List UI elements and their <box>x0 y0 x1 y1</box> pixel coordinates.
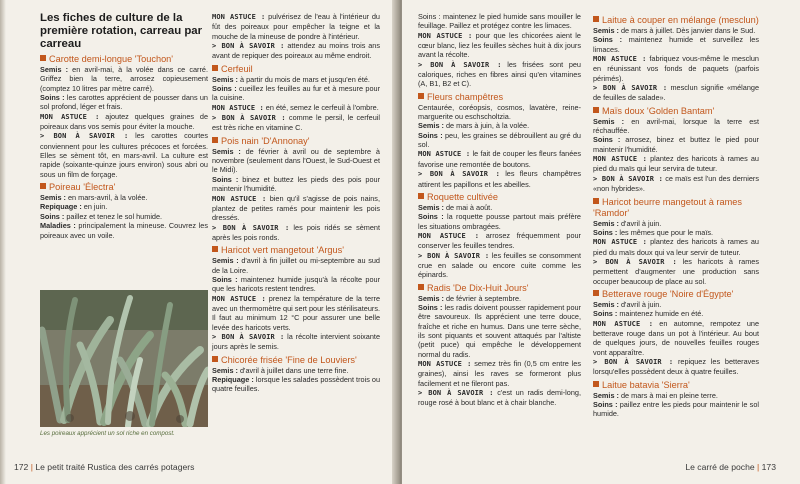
field-label: Semis : <box>212 256 239 266</box>
body-paragraph <box>418 103 581 122</box>
tip-label: MON ASTUCE : <box>212 13 266 21</box>
tip-paragraph <box>418 251 581 280</box>
section-title: Les fiches de culture de la première rotation, carreau par carreau <box>40 12 203 50</box>
tip-label: > BON À SAVOIR : <box>212 114 286 123</box>
tip-paragraph <box>418 149 581 169</box>
left-folio <box>14 462 194 472</box>
entry-heading-text: Laitue batavia 'Sierra' <box>602 379 690 390</box>
entry-heading-text: Haricot beurre mangetout à rames 'Ramdor' <box>593 196 742 218</box>
tip-label: > BON À SAVOIR : <box>593 174 663 183</box>
folio-separator: | <box>757 462 760 472</box>
tip-paragraph <box>212 113 380 133</box>
field-label: Soins : <box>593 309 618 319</box>
paragraph-text: fabriquez vous-même le mesclun en réunissant vos fonds de paquets (parfois périmés). <box>593 54 759 83</box>
paragraph-text: c'est un radis demi-long, rouge rosé à bout blanc et à chair blanche. <box>418 388 582 408</box>
body-paragraph <box>418 212 581 231</box>
paragraph-text: plantez des haricots à rames au pied du maïs doux qui va leur servir de tuteur. <box>593 237 759 257</box>
running-title: Le carré de poche <box>685 462 755 472</box>
field-label: Semis : <box>593 218 619 228</box>
entry-heading <box>212 245 380 256</box>
entry-heading-text: Poireau 'Électra' <box>49 182 116 193</box>
tip-paragraph <box>593 357 759 377</box>
left-col1-flow <box>40 54 208 240</box>
page-number: 173 <box>761 462 776 472</box>
body-paragraph <box>212 84 380 103</box>
entry-heading-text: Chicorée frisée 'Fine de Louviers' <box>221 354 357 365</box>
field-label: Soins : <box>212 84 237 94</box>
paragraph-text: d'avril à juin. <box>618 218 662 228</box>
field-label: Semis : <box>593 116 625 126</box>
body-paragraph <box>418 303 581 359</box>
field-label: Semis : <box>212 74 238 84</box>
entry-heading <box>40 182 208 193</box>
paragraph-text: les haricots à rames permettent d'augmenter une production sans occuper beaucoup de place au sol. <box>593 256 759 286</box>
entry-heading <box>593 106 759 117</box>
paragraph-text: comme le persil, le cerfeuil est très riche en vitamine C. <box>212 113 381 133</box>
body-paragraph <box>418 294 581 303</box>
tip-paragraph <box>212 103 380 113</box>
paragraph-text: cueillez les feuilles au fur et à mesure pour la cuisine. <box>212 84 381 103</box>
orange-square-icon <box>40 55 46 61</box>
tip-label: > BON À SAVOIR : <box>418 170 500 179</box>
tip-label: MON ASTUCE : <box>418 360 472 368</box>
tip-label: MON ASTUCE : <box>418 31 473 40</box>
orange-square-icon <box>212 65 218 71</box>
field-label: Semis : <box>593 26 619 35</box>
paragraph-text: les fleurs champêtres attirent les papillons et les abeilles. <box>418 169 581 189</box>
paragraph-text: attendez au moins trois ans avant de repiquer des poireaux au même endroit. <box>212 41 380 61</box>
paragraph-text: de mars à juillet. Dès janvier dans le Sud. <box>618 26 756 35</box>
body-paragraph <box>212 256 380 275</box>
paragraph-text: en avril-mai, à la volée dans ce carré. Griffez bien la terre, arrosez copieusement (comptez 10 litres par mètre carré). <box>40 65 208 93</box>
tip-label: MON ASTUCE : <box>593 55 647 64</box>
field-label: Maladies : <box>40 221 76 231</box>
tip-label: MON ASTUCE : <box>593 319 654 328</box>
tip-paragraph <box>212 332 380 352</box>
field-label: Soins : <box>418 302 443 312</box>
paragraph-text: prenez la température de la terre avec un thermomètre qui sert pour les stérilisateurs. Il faut au minimum 12 °C pour assurer une belle levée des haricots verts. <box>212 293 381 332</box>
paragraph-text: pour que les chicorées aient le cœur blanc, liez les feuilles sèches huit à dix jours avant la récolte. <box>418 30 581 60</box>
paragraph-text: mesclun signifie «mélange de feuilles de salade». <box>593 83 760 103</box>
paragraph-text: lorsque les salades possèdent trois ou quatre feuilles. <box>212 375 380 394</box>
tip-paragraph <box>212 12 380 41</box>
right-column-1 <box>418 12 581 408</box>
field-label: Semis : <box>593 390 619 400</box>
entry-heading-text: Maïs doux 'Golden Bantam' <box>602 105 715 116</box>
field-label: Semis : <box>418 293 444 303</box>
tip-label: > BON À SAVOIR : <box>418 251 490 260</box>
field-label: Soins : <box>40 93 65 103</box>
orange-square-icon <box>212 137 218 143</box>
paragraph-text: maintenez humide jusqu'à la récolte pour que les haricots restent tendres. <box>212 274 381 294</box>
tip-label: MON ASTUCE : <box>212 294 266 303</box>
paragraph-text: d'avril à fin juillet ou mi-septembre au sud de la Loire. <box>212 256 380 275</box>
entry-heading-text: Fleurs champêtres <box>427 91 504 102</box>
body-paragraph <box>418 203 581 212</box>
orange-square-icon <box>40 183 46 189</box>
entry-heading <box>212 355 380 366</box>
field-label: Semis : <box>212 365 238 375</box>
tip-paragraph <box>418 388 581 408</box>
paragraph-text: en avril-mai, lorsque la terre est réchauffée. <box>593 116 759 136</box>
left-column-1 <box>40 12 208 240</box>
paragraph-text: d'avril à juin. <box>618 299 662 309</box>
tip-label: > BON À SAVOIR : <box>418 60 502 69</box>
tip-label: > BON À SAVOIR : <box>593 357 674 366</box>
body-paragraph <box>418 121 581 130</box>
tip-paragraph <box>40 112 208 132</box>
paragraph-text: plantez des haricots à rames au pied du maïs qui leur servira de tuteur. <box>593 154 759 174</box>
paragraph-text: à partir du mois de mars et jusqu'en été. <box>237 74 370 84</box>
body-paragraph <box>212 75 380 84</box>
body-paragraph <box>593 400 759 419</box>
field-label: Soins : <box>418 130 443 140</box>
paragraph-text: paillez entre les pieds pour maintenir le sol humide. <box>593 400 760 419</box>
folio-separator: | <box>30 462 33 472</box>
field-label: Soins : <box>593 35 623 45</box>
tip-label: > BON À SAVOIR : <box>212 223 290 232</box>
body-paragraph <box>418 12 581 31</box>
left-column-2 <box>212 12 380 394</box>
entry-heading <box>593 289 759 300</box>
entry-heading <box>212 64 380 75</box>
tip-paragraph <box>418 169 581 189</box>
paragraph-text: ajoutez quelques graines de poireaux dans vos semis pour éviter la mouche. <box>40 111 208 132</box>
paragraph-text: de mars à juin, à la volée. <box>443 121 530 131</box>
field-label: Soins : <box>212 174 239 184</box>
entry-heading <box>418 283 581 294</box>
right-folio <box>685 462 776 472</box>
paragraph-text: de mai à août. <box>443 202 493 212</box>
paragraph-text: binez et buttez les pieds des pois pour maintenir l'humidité. <box>212 174 381 194</box>
right-column-2 <box>593 12 759 419</box>
tip-paragraph <box>418 60 581 89</box>
field-label: Semis : <box>593 299 619 309</box>
page-edge <box>0 0 6 484</box>
entry-heading-text: Cerfeuil <box>221 63 253 74</box>
paragraph-text: en mars-avril, à la volée. <box>65 193 148 203</box>
tip-label: MON ASTUCE : <box>593 238 647 247</box>
entry-heading <box>593 380 759 391</box>
body-paragraph <box>593 309 759 318</box>
body-paragraph <box>40 193 208 202</box>
paragraph-text: ce maïs est l'un des derniers «non hybrides». <box>593 173 759 194</box>
tip-paragraph <box>418 31 581 60</box>
orange-square-icon <box>593 16 599 22</box>
paragraph-text: les carottes apprécient de pousser dans un sol profond, léger et frais. <box>40 93 208 112</box>
entry-heading-text: Laitue à couper en mélange (mesclun) <box>602 15 759 25</box>
entry-heading-text: Betterave rouge 'Noire d'Égypte' <box>602 288 734 299</box>
orange-square-icon <box>593 198 599 204</box>
orange-square-icon <box>418 284 424 290</box>
tip-label: > BON À SAVOIR : <box>212 42 285 51</box>
body-paragraph <box>593 300 759 309</box>
paragraph-text: en automne, rempotez une betterave rouge dans un pot à l'intérieur. Au bout de quelques jours, de nouvelles feuilles rouges vont apparaître. <box>593 318 759 357</box>
tip-paragraph <box>593 319 759 357</box>
left-col2-flow <box>212 12 380 394</box>
tip-paragraph <box>212 223 380 243</box>
field-label: Semis : <box>40 193 66 203</box>
field-label: Repiquage : <box>40 202 82 212</box>
tip-label: MON ASTUCE : <box>593 155 647 164</box>
body-paragraph <box>40 93 208 112</box>
tip-paragraph <box>593 154 759 174</box>
paragraph-text: les feuilles se consomment crue en salade ou encore cuite comme les épinards. <box>418 250 581 280</box>
tip-label: MON ASTUCE : <box>40 112 100 121</box>
body-paragraph <box>593 219 759 228</box>
page-number: 172 <box>14 462 29 472</box>
photo-caption: Les poireaux apprécient un sol riche en compost. <box>40 430 175 437</box>
body-paragraph <box>593 135 759 154</box>
body-paragraph <box>593 26 759 35</box>
entry-heading-text: Radis 'De Dix-Huit Jours' <box>427 282 529 293</box>
field-label: Soins : <box>593 135 621 145</box>
paragraph-text: Centaurée, coréopsis, cosmos, lavatère, reine-marguerite ou eschscholtzia. <box>418 102 581 122</box>
paragraph-text: la récolte intervient soixante jours après le semis. <box>212 331 380 352</box>
orange-square-icon <box>212 246 218 252</box>
field-label: Soins : <box>593 227 618 237</box>
right-col2-flow <box>593 15 759 419</box>
body-paragraph <box>593 117 759 136</box>
paragraph-text: d'avril à juillet dans une terre fine. <box>237 365 349 375</box>
left-page <box>0 0 398 484</box>
entry-heading <box>212 136 380 147</box>
tip-label: > BON À SAVOIR : <box>593 257 677 266</box>
running-title: Le petit traité Rustica des carrés potagers <box>35 462 195 472</box>
orange-square-icon <box>593 107 599 113</box>
tip-paragraph <box>593 54 759 83</box>
paragraph-text: principalement la mineuse. Couvrez les poireaux avec un voile. <box>40 221 208 240</box>
tip-paragraph <box>212 294 380 332</box>
tip-paragraph <box>418 359 581 388</box>
field-label: Repiquage : <box>212 375 254 384</box>
tip-label: MON ASTUCE : <box>418 231 480 240</box>
entry-heading <box>40 54 208 65</box>
tip-label: > BON À SAVOIR : <box>40 132 129 141</box>
paragraph-text: la roquette pousse partout mais préfère les situations ombragées. <box>418 212 581 231</box>
paragraph-text: le fait de couper les fleurs fanées favorise une remontée de boutons. <box>418 149 581 169</box>
paragraph-text: de mars à mai en pleine terre. <box>618 390 718 400</box>
paragraph-text: peu, les graines se débrouillent au gré du sol. <box>418 130 581 150</box>
orange-square-icon <box>418 193 424 199</box>
entry-heading <box>418 192 581 203</box>
paragraph-text: paillez et tenez le sol humide. <box>64 211 163 221</box>
body-paragraph <box>212 175 380 194</box>
right-col1-flow <box>418 12 581 408</box>
tip-paragraph <box>418 231 581 251</box>
paragraph-text: arrosez fréquemment pour conserver les feuilles tendres. <box>418 230 581 251</box>
paragraph-text: repiquez les betteraves lorsqu'elles possèdent deux à quatre feuilles. <box>593 356 759 377</box>
tip-label: MON ASTUCE : <box>212 194 267 203</box>
right-page <box>402 0 800 484</box>
paragraph-text: semez très fin (0,5 cm entre les graines), ainsi les raves se formeront plus facilement et ne fileront pas. <box>418 359 581 388</box>
body-paragraph <box>593 35 759 54</box>
orange-square-icon <box>593 290 599 296</box>
tip-paragraph <box>212 41 380 61</box>
paragraph-text: les pois ridés se sèment après les pois ronds. <box>212 222 380 242</box>
entry-heading <box>418 92 581 103</box>
orange-square-icon <box>593 381 599 387</box>
field-label: Soins : <box>40 211 65 221</box>
paragraph-text: les mêmes que pour le maïs. <box>617 227 714 237</box>
field-label: Semis : <box>40 65 69 74</box>
paragraph-text: maintenez humide et surveillez les limaces. <box>593 35 760 54</box>
body-paragraph <box>40 221 208 240</box>
tip-label: > BON À SAVOIR : <box>212 332 285 341</box>
body-paragraph <box>593 391 759 400</box>
tip-label: > BON À SAVOIR : <box>593 84 668 93</box>
paragraph-text: en été, semez le cerfeuil à l'ombre. <box>263 102 379 112</box>
entry-heading <box>593 15 759 26</box>
paragraph-text: pulvérisez de l'eau à l'intérieur du fût des poireaux pour empêcher la teigne et la mouche de la mineuse de pondre à l'intérieur. <box>212 12 380 41</box>
paragraph-text: en juin. <box>81 202 108 212</box>
tip-paragraph <box>593 174 759 194</box>
body-paragraph <box>212 375 380 394</box>
tip-paragraph <box>40 131 208 179</box>
entry-heading-text: Carotte demi-longue 'Touchon' <box>49 54 174 64</box>
tip-label: > BON À SAVOIR : <box>418 389 494 398</box>
field-label: Semis : <box>418 202 444 212</box>
tip-label: MON ASTUCE : <box>212 103 264 112</box>
body-paragraph <box>212 366 380 375</box>
paragraph-text: de février à septembre. <box>443 293 522 303</box>
body-paragraph <box>593 228 759 237</box>
tip-paragraph <box>593 237 759 257</box>
tip-paragraph <box>593 83 759 103</box>
orange-square-icon <box>418 93 424 99</box>
field-label: Soins : <box>418 212 444 222</box>
body-paragraph <box>40 202 208 211</box>
entry-heading-text: Haricot vert mangetout 'Argus' <box>221 245 344 256</box>
body-paragraph <box>40 65 208 93</box>
paragraph-text: bien qu'il s'agisse de pois nains, plantez de petites ramés pour maintenir les pois dressés. <box>212 193 380 223</box>
paragraph-text: maintenez humide en été. <box>617 309 704 319</box>
entry-heading-text: Pois nain 'D'Annonay' <box>221 135 310 146</box>
body-paragraph <box>40 212 208 221</box>
field-label: Semis : <box>418 121 444 131</box>
orange-square-icon <box>212 356 218 362</box>
body-paragraph <box>418 131 581 150</box>
tip-paragraph <box>212 194 380 223</box>
tip-label: MON ASTUCE : <box>418 150 471 159</box>
body-paragraph <box>212 275 380 294</box>
field-label: Semis : <box>212 146 241 156</box>
entry-heading <box>593 197 759 219</box>
paragraph-text: les frisées sont peu caloriques, riches en fibres ainsi qu'en vitamines (A, B1, B2 et C). <box>418 59 581 89</box>
field-label: Soins : <box>593 400 618 409</box>
entry-heading-text: Roquette cultivée <box>427 191 498 202</box>
paragraph-text: les carottes courtes conviennent pour les cultures précoces et forcées. Elles se sèment tôt, en mars-avril. La culture est rapide (soixante-quinze jours environ) sous abri ou sous un film de forçage. <box>40 131 209 179</box>
tip-paragraph <box>593 257 759 286</box>
paragraph-text: les radis doivent pousser rapidement pour être savoureux. Ils apprécient une terre douce, fraîche et riche en humus. Dans une terre sèche, ils sont piquants et souvent attaqués par l'altiste (petit puce) qui empêche le développement normal du radis. <box>418 302 581 359</box>
field-label: Soins : <box>212 274 238 284</box>
leek-photo <box>40 290 208 427</box>
paragraph-text: arrosez, binez et buttez le pied pour maintenir l'humidité. <box>593 135 759 154</box>
paragraph-text: Soins : maintenez le pied humide sans mouiller le feuillage. Paillez et protégez contre les limaces. <box>418 12 581 31</box>
body-paragraph <box>212 147 380 175</box>
paragraph-text: de février à avril ou de septembre à novembre (seulement dans l'Ouest, le Sud-Ouest et le Midi). <box>212 146 380 175</box>
